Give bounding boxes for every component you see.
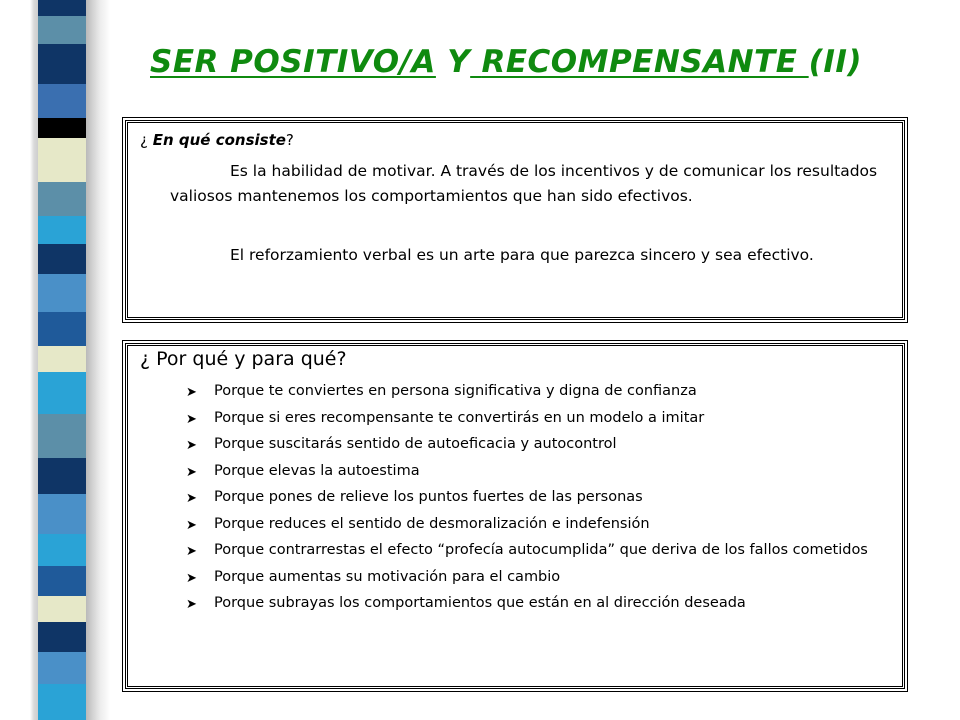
stripe-graphic (38, 0, 86, 720)
list-item (186, 488, 886, 507)
reasons-box (125, 343, 905, 689)
title-part-4: (II) (808, 44, 863, 80)
title-part-2: Y (447, 44, 471, 80)
list-item (186, 594, 886, 613)
list-item-text: Porque reduces el sentido de desmoralización e indefensión (214, 515, 650, 532)
arrow-bullet-icon: ➤ (186, 544, 197, 559)
title-space (436, 44, 447, 80)
list-item-text: Porque elevas la autoestima (214, 462, 420, 479)
list-item-text: Porque pones de relieve los puntos fuertes de las personas (214, 489, 643, 505)
arrow-bullet-icon: ➤ (186, 411, 197, 427)
list-item-text: Porque si eres recompensante te convertirás en un modelo a imitar (214, 409, 705, 426)
slide-title (150, 44, 930, 80)
definition-question-emphasis: En qué consiste (152, 131, 286, 149)
definition-paragraph: Es la habilidad de motivar. A través de los incentivos y de comunicar los resultados valiosos mantenemos los comportamientos que han sido efectivos. (170, 162, 878, 205)
decorative-stripe-band (38, 0, 86, 720)
title-part-3: RECOMPENSANTE (481, 44, 809, 80)
arrow-bullet-icon: ➤ (186, 570, 197, 586)
list-item-text: Porque suscitarás sentido de autoeficacia y autocontrol (214, 436, 617, 452)
arrow-bullet-icon: ➤ (186, 385, 197, 400)
list-item (186, 568, 886, 587)
reasons-list (186, 382, 886, 621)
title-part-1: SER POSITIVO/A (150, 44, 436, 80)
list-item (186, 462, 886, 481)
definition-paragraph: El reforzamiento verbal es un arte para que parezca sincero y sea efectivo. (230, 246, 814, 264)
list-item-text: Porque subrayas los comportamientos que están en al dirección deseada (214, 595, 746, 611)
definition-question-open: ¿ (140, 131, 153, 149)
list-item (186, 382, 886, 401)
list-item-text: Porque contrarrestas el efecto “profecía autocumplida” que deriva de los fallos cometidos (214, 542, 868, 558)
arrow-bullet-icon: ➤ (186, 464, 197, 480)
list-item-text: Porque te conviertes en persona significativa y digna de confianza (214, 383, 697, 399)
list-item (186, 515, 886, 534)
list-item (186, 541, 886, 560)
arrow-bullet-icon: ➤ (186, 517, 197, 533)
title-gap (470, 44, 481, 80)
arrow-bullet-icon: ➤ (186, 597, 197, 612)
definition-question (140, 131, 294, 149)
definition-question-close: ? (285, 131, 294, 149)
definition-box (125, 120, 905, 320)
arrow-bullet-icon: ➤ (186, 491, 197, 506)
list-item (186, 409, 886, 428)
reasons-question: ¿ Por qué y para qué? (140, 348, 347, 370)
list-item (186, 435, 886, 454)
list-item-text: Porque aumentas su motivación para el cambio (214, 568, 561, 585)
arrow-bullet-icon: ➤ (186, 438, 197, 453)
